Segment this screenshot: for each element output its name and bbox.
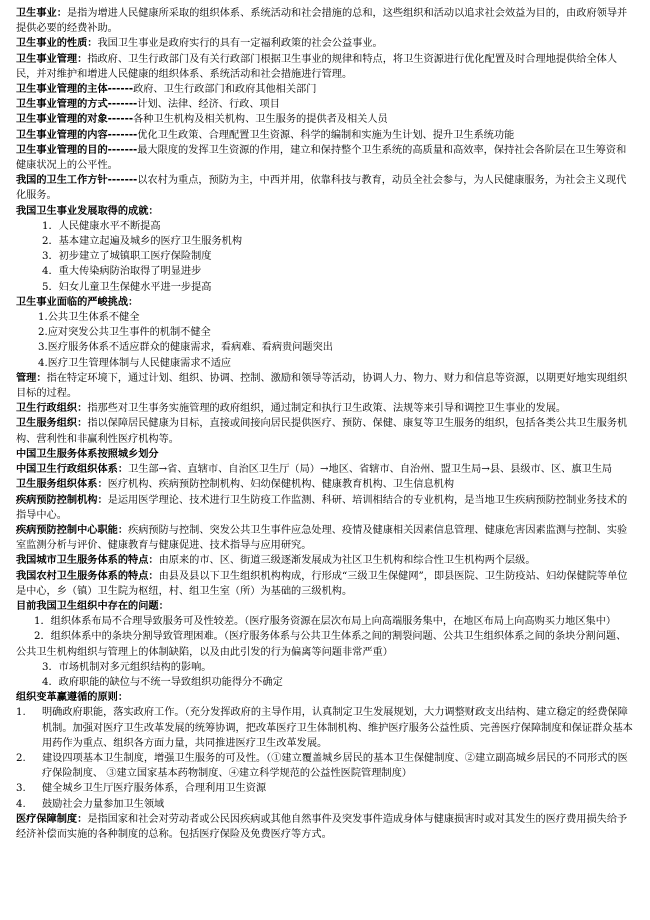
item-number: 3. [16,783,26,795]
term: 我国城市卫生服务体系的特点： [16,555,159,567]
item-number: 1. [16,707,26,719]
item-text: 明确政府职能，落实政府工作。（充分发挥政府的主导作用，认真制定卫生发展规划，大力调整财政支出结构、建立稳定的经费保障机制。加强对医疗卫生改革发展的统筹协调，把改革医疗卫生体制机构、维护医疗服务公益性质、完善医疗保障制度和保证群众基本用药作为重点、组织各方面力量，共同推进医疗卫生改革发展。 [42,707,633,749]
definition-admin-system [16,462,634,477]
item-number: 2. [16,752,26,764]
list-item: 1．组织体系布局不合理导致服务可及性较差。（医疗服务资源在层次布局上向高端服务集中，在地区布局上向高购买力地区集中） [34,616,617,628]
definition-cdc [16,493,634,523]
list-item: 4．政府职能的缺位与不统一导致组织功能得分不确定 [42,676,283,688]
list-item: 3．初步建立了城镇职工医疗保险制度 [42,251,212,263]
term: 我国农村卫生服务体系的特点： [16,570,159,582]
definition-insurance [16,812,634,842]
definition-management [16,52,634,82]
term: 卫生事业的性质： [16,38,98,50]
term: 管理： [16,372,47,384]
item-text: 健全城乡卫生厅医疗服务体系，合理利用卫生资源 [42,783,267,795]
term: 卫生事业管理的目的------- [16,144,138,156]
definition-text: 是指国家和社会对劳动者或公民因疾病或其他自然事件及突发事件造成身体与健康损害时或对其发生的医疗费用损失给予经济补偿而实施的各种制度的总称。包括医疗保险及免费医疗等方式。 [16,813,628,840]
list-item: 1.公共卫生体系不健全 [38,312,140,324]
definition-text: 医疗机构、疾病预防控制机构、妇幼保健机构、健康教育机构、卫生信息机构 [107,479,455,491]
achievements-heading: 我国卫生事业发展取得的成就： [16,205,159,217]
definition-text: 我国卫生事业是政府实行的具有一定福利政策的社会公益事业。 [97,38,383,50]
item-number: 4. [16,798,26,810]
definition-policy [16,173,634,203]
list-item [16,751,634,781]
term: 我国的卫生工作方针------- [16,175,138,187]
definition-content [16,128,634,143]
definition-text: 是运用医学理论、技术进行卫生防疫工作监测、科研、培训相结合的专业机构，是当地卫生疾病预防控制业务技术的指导中心。 [16,494,628,521]
definition-objects [16,112,634,127]
item-text: 鼓励社会力量参加卫生领域 [42,798,165,810]
definition-service-system [16,477,634,492]
definition-rural [16,569,634,599]
list-item: 5．妇女儿童卫生保健水平进一步提高 [42,281,212,293]
list-item [16,781,634,796]
definition-text: 由原来的市、区、街道三级逐渐发展成为社区卫生机构和综合性卫生机构两个层级。 [158,555,536,567]
term: 卫生事业管理的主体------ [16,84,134,96]
term: 卫生事业管理的内容------- [16,129,138,141]
definition-management-general [16,371,634,401]
term: 卫生事业： [16,8,67,19]
definition-methods [16,97,634,112]
term: 卫生事业管理： [16,53,88,65]
definition-text: 各种卫生机构及相关机构、卫生服务的提供者及相关人员 [133,114,388,126]
challenges-heading: 卫生事业面临的严峻挑战： [16,296,139,308]
list-item: 1．人民健康水平不断提高 [42,220,161,232]
definition-urban [16,553,634,568]
list-item: 2.应对突发公共卫生事件的机制不健全 [38,327,211,339]
definition-cdc-functions [16,523,634,553]
term: 卫生事业管理的方式------- [16,99,138,111]
definition-text: 计划、法律、经济、行政、项目 [137,99,280,111]
definition-text: 指以保障居民健康为目标，直接或间接向居民提供医疗、预防、保健、康复等卫生服务的组织，包括各类公共卫生服务机构、营利性和非赢利性医疗机构等。 [16,418,628,445]
list-item: 3.医疗服务体系不适应群众的健康需求，看病难、看病贵问题突出 [38,342,333,354]
term: 卫生事业管理的对象------ [16,114,134,126]
definition-admin-org [16,401,634,416]
term: 医疗保障制度： [16,813,88,825]
definition-subject [16,82,634,97]
list-item: 3．市场机制对多元组织结构的影响。 [42,661,212,673]
definition-text: 指在特定环境下，通过计划、组织、协调、控制、激励和领导等活动，协调人力、物力、财力和信息等资源，以期更好地实现组织目标的过程。 [16,372,628,400]
list-item [16,705,634,751]
term: 卫生服务组织体系： [16,479,108,491]
list-item: 2．基本建立起遍及城乡的医疗卫生服务机构 [42,236,243,248]
term: 疾病预防控制机构： [16,494,108,506]
term: 疾病预防控制中心职能： [16,524,129,536]
definition-text: 指政府、卫生行政部门及有关行政部门根据卫生事业的规律和特点，将卫生资源进行优化配置及时合理地提供给全体人民，并对维护和增进人民健康的组织体系、系统活动和社会措施进行管理。 [16,53,618,80]
list-item: 2．组织体系中的条块分割导致管理困难。（医疗服务体系与公共卫生体系之间的割裂问题、公共卫生组织体系之间的条块分割问题、公共卫生机构组织与管理上的体制缺陷，以及由此引发的行为偏离等问题非常严重） [16,631,627,658]
definition-service-org [16,416,634,446]
term: 卫生服务组织： [16,418,88,430]
reform-heading: 组织变革赢遵循的原则： [16,692,129,704]
definition-text: 卫生部→省、直辖市、自治区卫生厅（局）→地区、省辖市、自治州、盟卫生局→县、县级市、区、旗卫生局 [128,464,613,476]
item-text: 建设四项基本卫生制度，增强卫生服务的可及性。（①建立覆盖城乡居民的基本卫生保健制度、②建立副高城乡居民的不同形式的医疗保险制度、 ③建立国家基本药物制度、④建立科学规范的公益性医院管理制度） [42,752,628,780]
china-system-heading: 中国卫生服务体系按照城乡划分 [16,448,159,460]
definition-health-undertaking [16,6,634,36]
problems-heading: 目前我国卫生组织中存在的问题： [16,600,169,612]
definition-text: 最大限度的发挥卫生资源的作用，建立和保持整个卫生系统的高质量和高效率，保持社会各阶层在卫生筹资和健康状况上的公平性。 [16,144,627,172]
definition-nature [16,36,634,51]
definition-text: 优化卫生政策、合理配置卫生资源、科学的编制和实施为生计划、提升卫生系统功能 [137,129,515,141]
definition-purpose [16,143,634,173]
definition-text: 由县及县以下卫生组织机构构成，行形成“三级卫生保健网”，即县医院、卫生防疫站、妇幼保健院等单位是中心，乡（镇）卫生院为枢纽，村、组卫生室（所）为基础的三级机构。 [16,570,628,597]
list-item [16,797,634,812]
term: 卫生行政组织： [16,403,88,415]
definition-text: 以农村为重点，预防为主，中西并用，依靠科技与教育，动员全社会参与，为人民健康服务，为社会主义现代化服务。 [16,175,627,202]
definition-text: 指那些对卫生事务实施管理的政府组织，通过制定和执行卫生政策、法规等来引导和调控卫生事业的发展。 [87,403,567,415]
definition-text: 政府、卫生行政部门和政府其他相关部门 [133,84,317,96]
definition-text: 是指为增进人民健康所采取的组织体系、系统活动和社会措施的总和，这些组织和活动以追求社会效益为目的，由政府领导并提供必要的经费补助。 [16,8,628,35]
definition-text: 疾病预防与控制、突发公共卫生事件应急处理、疫情及健康相关因素信息管理、健康危害因素监测与控制、实验室监测分析与评价、健康教育与健康促进、技术指导与应用研究。 [16,524,628,552]
term: 中国卫生行政组织体系： [16,464,129,476]
list-item: 4．重大传染病防治取得了明显进步 [42,266,202,278]
list-item: 4.医疗卫生管理体制与人民健康需求不适应 [38,357,232,369]
